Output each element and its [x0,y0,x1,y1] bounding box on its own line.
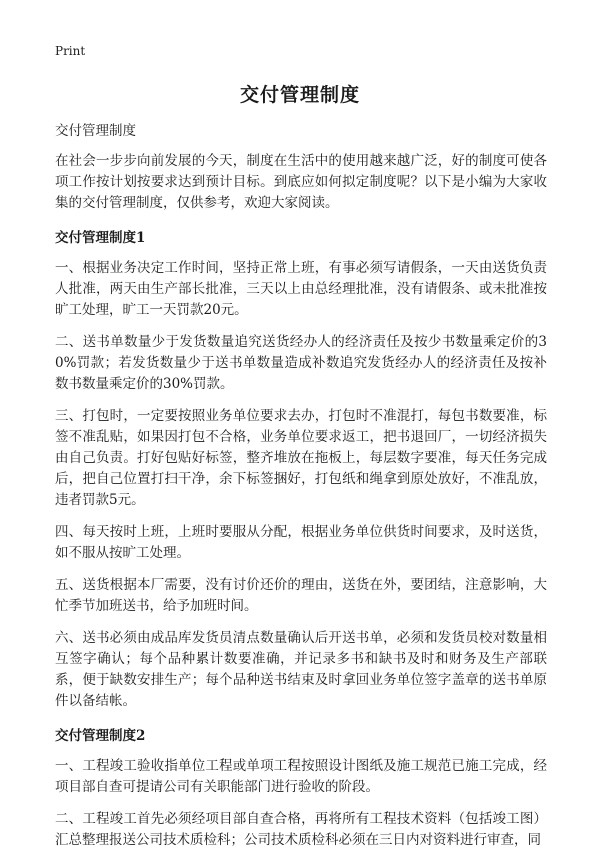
paragraph: 六、送书必须由成品库发货员清点数量确认后开送书单，必须和发货员校对数量相互签字确认；每个品种累计数要准确，并记录多书和缺书及时和财务及生产部联系，便于缺数安排生产；每个品种送书结束及时拿回业务单位签字盖章的送书单原件以备结帐。 [55,630,547,709]
print-label: Print [55,44,86,58]
intro-paragraph: 在社会一步步向前发展的今天，制度在生活中的使用越来越广泛，好的制度可使各项工作按计划按要求达到预计目标。到底应如何拟定制度呢？以下是小编为大家收集的交付管理制度，仅供参考，欢迎大家阅读。 [55,153,547,211]
document-title: 交付管理制度 [239,84,360,106]
section-heading-1: 交付管理制度1 [55,230,146,246]
paragraph: 一、工程竣工验收指单位工程或单项工程按照设计图纸及施工规范已施工完成，经项目部自查可提请公司有关职能部门进行验收的阶段。 [55,758,547,795]
paragraph: 五、送货根据本厂需要，没有讨价还价的理由，送货在外，要团结，注意影响，大忙季节加班送书，给予加班时间。 [55,577,547,614]
document-subtitle: 交付管理制度 [55,123,136,139]
paragraph: 一、根据业务决定工作时间，坚持正常上班，有事必须写请假条，一天由送货负责人批准，两天由生产部长批准，三天以上由总经理批准，没有请假条、或未批准按旷工处理，旷工一天罚款20元。 [55,260,547,318]
paragraph: 四、每天按时上班，上班时要服从分配，根据业务单位供货时间要求，及时送货，如不服从按旷工处理。 [55,524,547,561]
section-heading-2: 交付管理制度2 [55,728,146,744]
document-body [55,121,547,862]
paragraph: 二、工程竣工首先必须经项目部自查合格，再将所有工程技术资料（包括竣工图）汇总整理报送公司技术质检科；公司技术质检科必须在三日内对资料进行审查，同 [55,811,547,848]
paragraph: 二、送书单数量少于发货数量追究送货经办人的经济责任及按少书数量乘定价的30%罚款；若发货数量少于送书单数量造成补数追究发货经办人的经济责任及按补数书数量乘定价的30%罚款。 [55,334,547,392]
paragraph: 三、打包时，一定要按照业务单位要求去办，打包时不准混打，每包书数要准，标签不准乱贴，如果因打包不合格，业务单位要求返工，把书退回厂，一切经济损失由自己负责。打好包贴好标签，整齐堆放在拖板上，每层数字要准，每天任务完成后，把自己位置打扫干净，余下标签捆好，打包纸和绳拿到原处放好，不准乱放，违者罚款5元。 [55,408,547,508]
